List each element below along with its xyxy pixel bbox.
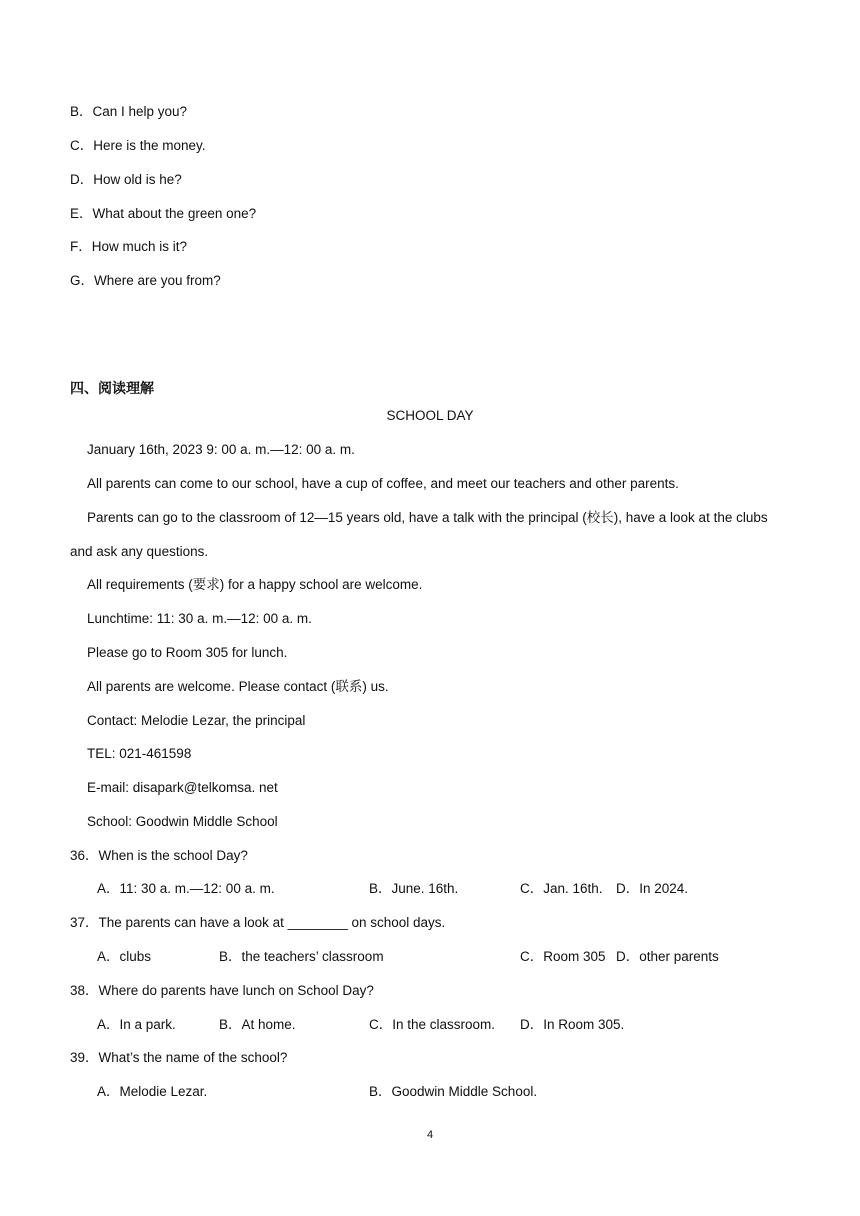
question-39-option-a: A．Melodie Lezar. [97,1084,208,1099]
question-37-option-d: D．other parents [616,949,719,964]
passage-line: Lunchtime: 11: 30 a. m.—12: 00 a. m. [87,611,312,626]
choice-c: C．Here is the money. [70,138,206,153]
question-37-option-b: B．the teachers’ classroom [219,949,384,964]
question-36-stem: 36．When is the school Day? [70,848,248,863]
choice-f: F．How much is it? [70,239,188,254]
question-36-option-c: C．Jan. 16th. [520,881,603,896]
question-38-option-b: B．At home. [219,1017,296,1032]
choice-e: E．What about the green one? [70,206,257,221]
passage-line: January 16th, 2023 9: 00 a. m.—12: 00 a. m. [87,442,355,457]
question-39-stem: 39．What’s the name of the school? [70,1050,288,1065]
choice-d: D．How old is he? [70,172,182,187]
question-37-stem: 37．The parents can have a look at ________ on school days. [70,915,446,930]
passage-line: School: Goodwin Middle School [87,814,278,829]
section-title: 四、阅读理解 [70,380,154,396]
question-36-option-b: B．June. 16th. [369,881,459,896]
question-38-option-d: D．In Room 305. [520,1017,625,1032]
passage-line: Parents can go to the classroom of 12—15 years old, have a talk with the principal (校长), have a look at the clubs [87,510,768,525]
page-number: 4 [426,1129,434,1141]
passage-line: Please go to Room 305 for lunch. [87,645,288,660]
passage-line: and ask any questions. [70,544,209,559]
question-36-option-a: A．11: 30 a. m.—12: 00 a. m. [97,881,275,896]
question-38-option-c: C．In the classroom. [369,1017,496,1032]
passage-title: SCHOOL DAY [386,408,474,423]
question-38-option-a: A．In a park. [97,1017,176,1032]
passage-line: E-mail: disapark@telkomsa. net [87,780,278,795]
passage-line: All parents can come to our school, have a cup of coffee, and meet our teachers and other parents. [87,476,679,491]
passage-line: TEL: 021-461598 [87,746,192,761]
question-37-option-c: C．Room 305 [520,949,606,964]
passage-line: Contact: Melodie Lezar, the principal [87,713,306,728]
choice-g: G．Where are you from? [70,273,221,288]
passage-line: All requirements (要求) for a happy school are welcome. [87,577,423,592]
choice-b: B．Can I help you? [70,104,188,119]
question-37-option-a: A．clubs [97,949,152,964]
question-36-option-d: D．In 2024. [616,881,689,896]
question-38-stem: 38．Where do parents have lunch on School Day? [70,983,374,998]
passage-line: All parents are welcome. Please contact (联系) us. [87,679,389,694]
question-39-option-b: B．Goodwin Middle School. [369,1084,538,1099]
